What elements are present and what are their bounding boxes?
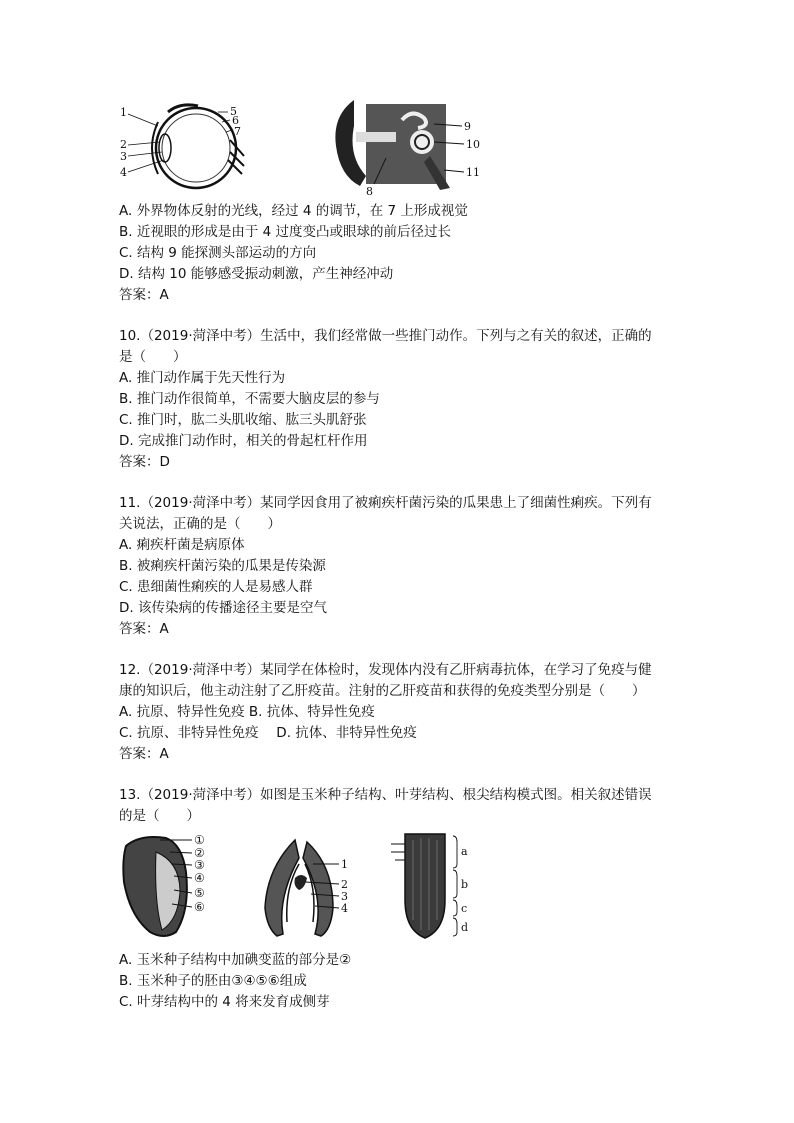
q13-stem-line2: 的是（ ） <box>119 808 200 824</box>
q9-option-a: A. 外界物体反射的光线，经过 4 的调节，在 7 上形成视觉 <box>119 203 468 219</box>
q9-answer: 答案：A <box>119 287 169 303</box>
q13-option-a: A. 玉米种子结构中加碘变蓝的部分是② <box>119 952 352 968</box>
q13-option-b: B. 玉米种子的胚由③④⑤⑥组成 <box>119 973 307 989</box>
q10-stem-line1: 10.（2019·菏泽中考）生活中，我们经常做一些推门动作。下列与之有关的叙述，正确的 <box>119 328 652 344</box>
q12-stem-line1: 12.（2019·菏泽中考）某同学在体检时，发现体内没有乙肝病毒抗体，在学习了免疫与健 <box>119 662 652 678</box>
q11-stem-line1: 11.（2019·菏泽中考）某同学因食用了被痢疾杆菌污染的瓜果患上了细菌性痢疾。下列有 <box>119 495 652 511</box>
seed-label-3: ③ <box>194 858 205 872</box>
eye-label-2: 2 <box>120 138 127 151</box>
q12-option-cd: C. 抗原、非特异性免疫 D. 抗体、非特异性免疫 <box>119 725 417 741</box>
root-tip-diagram <box>383 830 483 942</box>
ear-label-9: 9 <box>464 120 471 133</box>
q9-option-d: D. 结构 10 能够感受振动刺激，产生神经冲动 <box>119 266 394 282</box>
root-label-b: b <box>461 878 469 891</box>
q10-answer: 答案：D <box>119 454 170 470</box>
seed-label-5: ⑤ <box>194 886 205 900</box>
seed-label-1: ① <box>194 833 205 847</box>
bud-label-1: 1 <box>341 858 348 871</box>
q10-option-b: B. 推门动作很简单，不需要大脑皮层的参与 <box>119 391 380 407</box>
ear-diagram <box>326 96 486 198</box>
q13-stem-line1: 13.（2019·菏泽中考）如图是玉米种子结构、叶芽结构、根尖结构模式图。相关叙述错误 <box>119 787 652 803</box>
root-label-a: a <box>461 845 468 858</box>
q10-option-c: C. 推门时，肱二头肌收缩、肱三头肌舒张 <box>119 412 367 428</box>
bud-label-2: 2 <box>341 878 348 891</box>
q12-answer: 答案：A <box>119 746 169 762</box>
root-label-d: d <box>461 921 469 934</box>
eye-label-7: 7 <box>234 125 241 138</box>
eye-label-6: 6 <box>232 114 239 127</box>
q11-stem-line2: 关说法，正确的是（ ） <box>119 516 281 532</box>
q11-option-c: C. 患细菌性痢疾的人是易感人群 <box>119 579 313 595</box>
bud-label-3: 3 <box>341 890 348 903</box>
q9-option-c: C. 结构 9 能探测头部运动的方向 <box>119 245 317 261</box>
q10-option-d: D. 完成推门动作时，相关的骨起杠杆作用 <box>119 433 368 449</box>
ear-label-8: 8 <box>366 185 373 198</box>
eye-label-5: 5 <box>230 105 237 118</box>
eye-label-3: 3 <box>120 150 127 163</box>
q11-option-b: B. 被痢疾杆菌污染的瓜果是传染源 <box>119 558 326 574</box>
q9-option-b: B. 近视眼的形成是由于 4 过度变凸或眼球的前后径过长 <box>119 224 452 240</box>
q11-answer: 答案：A <box>119 621 169 637</box>
bud-label-4: 4 <box>341 902 348 915</box>
q11-option-a: A. 痢疾杆菌是病原体 <box>119 537 245 553</box>
q12-stem-line2: 康的知识后，他主动注射了乙肝疫苗。注射的乙肝疫苗和获得的免疫类型分别是（ ） <box>119 683 646 699</box>
seed-label-2: ② <box>194 846 205 860</box>
q13-option-c: C. 叶芽结构中的 4 将来发育成侧芽 <box>119 994 330 1010</box>
eye-label-4: 4 <box>120 166 127 179</box>
root-label-c: c <box>461 902 468 915</box>
eye-label-1: 1 <box>120 106 127 119</box>
leaf-bud-diagram <box>255 838 360 940</box>
q10-option-a: A. 推门动作属于先天性行为 <box>119 370 286 386</box>
ear-label-11: 11 <box>466 166 480 179</box>
q10-stem-line2: 是（ ） <box>119 349 187 365</box>
q11-option-d: D. 该传染病的传播途径主要是空气 <box>119 600 327 616</box>
eye-diagram <box>118 100 248 198</box>
corn-seed-diagram <box>120 832 220 942</box>
seed-label-6: ⑥ <box>194 900 205 914</box>
seed-label-4: ④ <box>194 871 205 885</box>
ear-label-10: 10 <box>466 138 480 151</box>
q12-option-ab: A. 抗原、特异性免疫 B. 抗体、特异性免疫 <box>119 704 375 720</box>
